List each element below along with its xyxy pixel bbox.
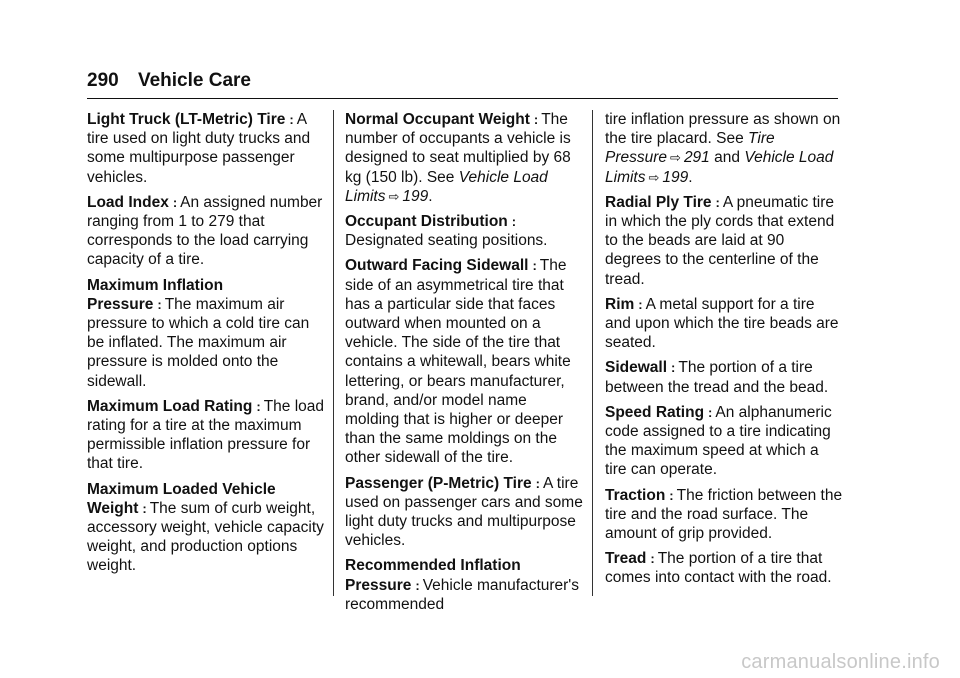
glossary-entry: Maximum Load Rating : The load rating for a tire at the maximum permissible inflation pressure for that tire. (87, 397, 325, 473)
glossary-entry: Rim : A metal support for a tire and upon which the tire beads are seated. (605, 295, 839, 352)
column-1 (87, 110, 325, 582)
glossary-definition: A metal support for a tire and upon which the tire beads are seated. (605, 295, 839, 352)
glossary-definition: Vehicle manufacturer's recommended (345, 576, 580, 613)
glossary-definition: The number of occupants a vehicle is designed to seat multiplied by 68 kg (150 lb). See (345, 111, 571, 186)
glossary-definition: A tire used on light duty trucks and some multipurpose passenger vehicles. (87, 111, 311, 186)
page-ref-arrow-icon: ⇨ (670, 150, 681, 166)
cross-reference-link[interactable]: Vehicle Load Limits (345, 168, 548, 205)
watermark-text: carmanualsonline.info (741, 651, 940, 673)
page-header (87, 70, 251, 92)
glossary-term: Sidewall (605, 359, 668, 377)
glossary-term: Maximum Inflation Pressure (87, 276, 224, 313)
glossary-term: Maximum Load Rating (87, 397, 253, 415)
glossary-entry: Speed Rating : An alphanumeric code assigned to a tire indicating the maximum speed at which a tire can operate. (605, 403, 832, 479)
glossary-term: Tread (605, 550, 647, 568)
glossary-continuation (605, 110, 843, 187)
column-divider (592, 110, 593, 596)
cross-reference-link[interactable]: Tire Pressure (605, 130, 775, 167)
glossary-entry: Radial Ply Tire : A pneumatic tire in which the ply cords that extend to the beads are laid at 90 degrees to the centerline of the tread. (605, 193, 835, 288)
conjunction-text: and (714, 149, 740, 167)
glossary-term: Outward Facing Sidewall (345, 257, 529, 275)
glossary-entry: Recommended Inflation Pressure : Vehicle manufacturer's recommended (345, 557, 580, 613)
glossary-term: Radial Ply Tire (605, 193, 712, 211)
header-rule (87, 98, 838, 99)
glossary-entry: Traction : The friction between the tire and the road surface. The amount of grip provided. (605, 486, 843, 543)
column-3 (605, 110, 843, 594)
glossary-term: Maximum Loaded Vehicle Weight (87, 480, 276, 517)
glossary-term: Light Truck (LT-Metric) Tire (87, 111, 286, 128)
sentence-period: . (688, 168, 693, 186)
glossary-entry: Load Index : An assigned number ranging from 1 to 279 that corresponds to the load carrying capacity of a tire. (87, 193, 323, 269)
glossary-entry: Normal Occupant Weight : The number of occupants a vehicle is designed to seat multiplied by 68 kg (150 lb). See Vehicle Load Limits ⇨ 199. (345, 111, 571, 205)
page-ref-arrow-icon: ⇨ (648, 169, 660, 185)
glossary-definition: Designated seating positions. (345, 232, 548, 250)
glossary-definition: The portion of a tire that comes into contact with the road. (605, 550, 832, 587)
glossary-entry: Tread : The portion of a tire that comes into contact with the road. (605, 550, 832, 587)
continuation-text: tire inflation pressure as shown on the tire placard. See (605, 111, 841, 148)
reference-page-number[interactable]: 199 (402, 187, 429, 205)
glossary-term: Load Index (87, 193, 169, 211)
glossary-entry: Light Truck (LT-Metric) Tire : A tire used on light duty trucks and some multipurpose passenger vehicles. (87, 111, 311, 186)
glossary-definition: A pneumatic tire in which the ply cords that extend to the beads are laid at 90 degrees to the centerline of the tread. (605, 193, 835, 288)
glossary-term: Speed Rating (605, 403, 705, 421)
glossary-term: Normal Occupant Weight (345, 111, 530, 128)
page-ref-arrow-icon: ⇨ (388, 188, 400, 204)
glossary-definition: The maximum air pressure to which a cold tire can be inflated. The maximum air pressure is molded onto the sidewall. (87, 295, 310, 390)
glossary-definition: An alphanumeric code assigned to a tire indicating the maximum speed at which a tire can operate. (605, 403, 832, 479)
glossary-entry: Occupant Distribution : Designated seating positions. (345, 213, 548, 250)
glossary-term: Passenger (P-Metric) Tire (345, 474, 532, 492)
glossary-entry: Maximum Inflation Pressure : The maximum air pressure to which a cold tire can be inflated. The maximum air pressure is molded onto the sidewall. (87, 276, 310, 390)
column-divider (333, 110, 334, 596)
glossary-definition: An assigned number ranging from 1 to 279 that corresponds to the load carrying capacity of a tire. (87, 193, 323, 269)
glossary-definition: The load rating for a tire at the maximum permissible inflation pressure for that tire. (87, 397, 325, 473)
glossary-definition: A tire used on passenger cars and some light duty trucks and multipurpose vehicles. (345, 474, 583, 550)
glossary-definition: The sum of curb weight, accessory weight, vehicle capacity weight, and production options weight. (87, 499, 324, 575)
sentence-period: . (428, 187, 433, 205)
glossary-entry: Passenger (P-Metric) Tire : A tire used on passenger cars and some light duty trucks and multipurpose vehicles. (345, 474, 583, 550)
glossary-entry: Outward Facing Sidewall : The side of an asymmetrical tire that has a particular side that faces outward when mounted on a vehicle. The side of the tire that contains a whitewall, bears white lettering, or bears manufacturer, brand, and/or model name molding that is higher or deeper than the same moldings on the other sidewall of the tire. (345, 257, 571, 467)
section-title: Vehicle Care (137, 70, 252, 91)
glossary-term: Recommended Inflation Pressure (345, 557, 521, 594)
reference-page-number[interactable]: 291 (683, 149, 710, 167)
glossary-definition: The side of an asymmetrical tire that has a particular side that faces outward when mounted on a vehicle. The side of the tire that contains a whitewall, bears white lettering, or bears manufacturer, brand, and/or model name molding that is higher or deeper than the same moldings on the other sidewall of the tire. (345, 257, 571, 467)
glossary-term: Rim (605, 295, 635, 313)
cross-reference-link[interactable]: Vehicle Load Limits (605, 149, 834, 186)
glossary-term: Traction (605, 486, 666, 504)
glossary-entry: Maximum Loaded Vehicle Weight : The sum of curb weight, accessory weight, vehicle capacity weight, and production options weight. (87, 480, 324, 575)
reference-page-number[interactable]: 199 (662, 168, 689, 186)
glossary-definition: The friction between the tire and the road surface. The amount of grip provided. (605, 486, 843, 543)
column-2 (345, 110, 583, 620)
glossary-term: Occupant Distribution (345, 213, 508, 231)
glossary-entry: Sidewall : The portion of a tire between the tread and the bead. (605, 359, 829, 396)
page-number: 290 (87, 70, 119, 91)
glossary-definition: The portion of a tire between the tread and the bead. (605, 359, 829, 396)
